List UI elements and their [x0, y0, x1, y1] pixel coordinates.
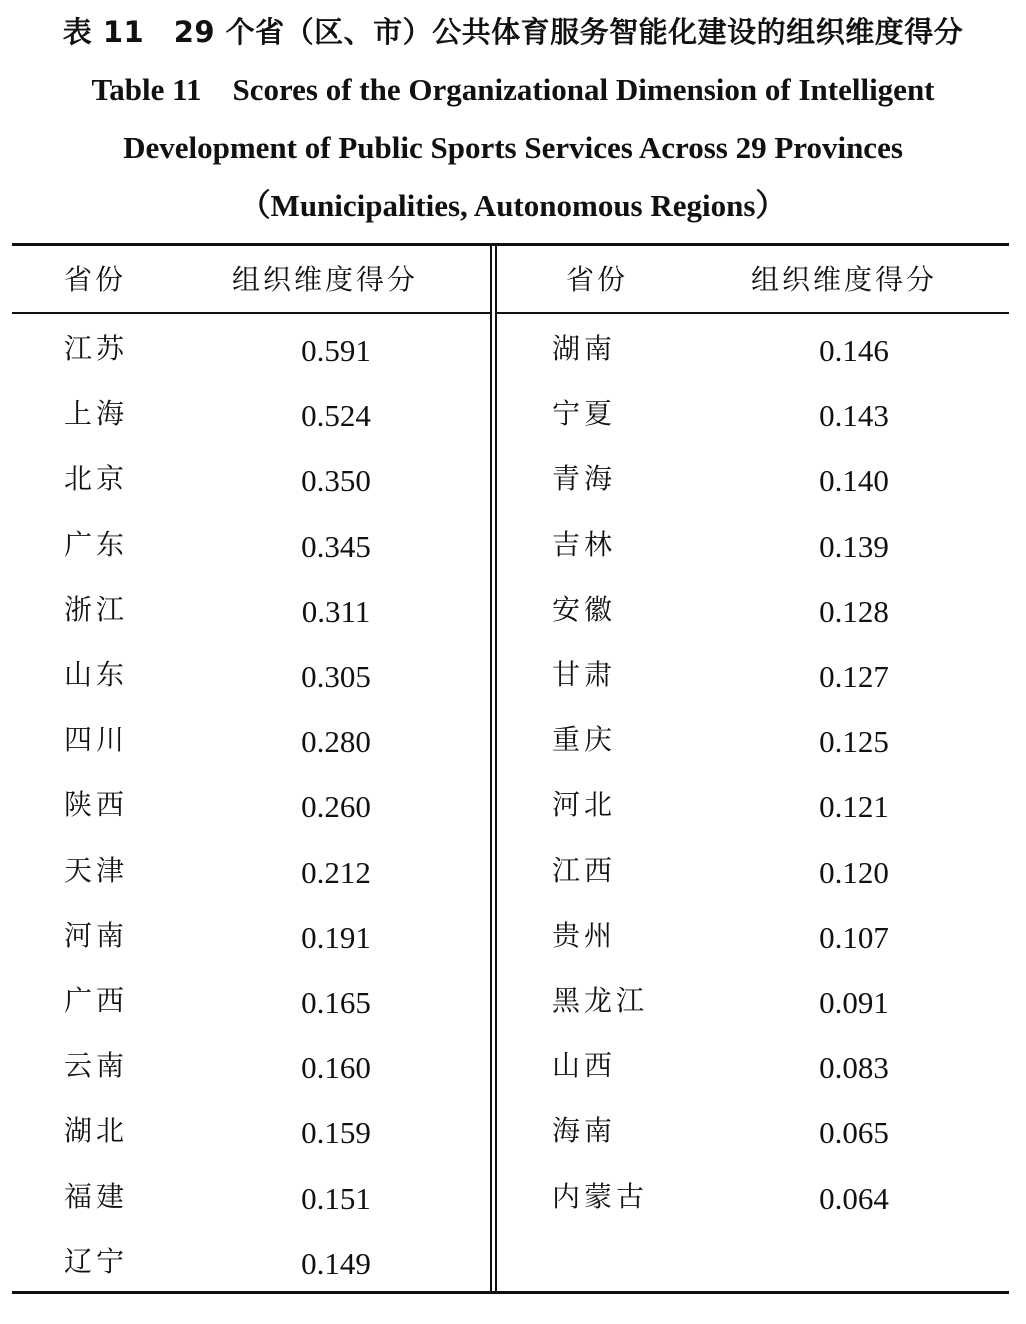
province-name: 福建 — [64, 1180, 129, 1213]
province-name: 四川 — [64, 723, 129, 756]
province-name: 河南 — [64, 919, 129, 952]
organizational-score: 0.121 — [819, 789, 889, 824]
organizational-score: 0.107 — [819, 920, 889, 955]
province-name: 黑龙江 — [552, 984, 649, 1017]
province-name: 天津 — [64, 854, 129, 887]
organizational-score: 0.311 — [301, 594, 371, 629]
header-score-right: 组织维度得分 — [751, 263, 938, 296]
column-divider-line-2 — [495, 246, 497, 1291]
province-name: 山西 — [552, 1049, 617, 1082]
organizational-score: 0.127 — [819, 659, 889, 694]
province-name: 内蒙古 — [552, 1180, 649, 1213]
organizational-score: 0.091 — [819, 985, 889, 1020]
province-name: 湖北 — [64, 1114, 129, 1147]
organizational-score: 0.280 — [301, 724, 371, 759]
organizational-score: 0.260 — [301, 789, 371, 824]
organizational-score: 0.146 — [819, 333, 889, 368]
organizational-score: 0.083 — [819, 1050, 889, 1085]
organizational-score: 0.591 — [301, 333, 371, 368]
organizational-score: 0.125 — [819, 724, 889, 759]
organizational-score: 0.305 — [301, 659, 371, 694]
organizational-score: 0.350 — [301, 463, 371, 498]
organizational-score: 0.151 — [301, 1181, 371, 1216]
table-title-english-line-3: （Municipalities, Autonomous Regions） — [239, 188, 787, 223]
header-province-right: 省份 — [566, 263, 629, 296]
province-name: 河北 — [552, 788, 617, 821]
province-name: 陕西 — [64, 788, 129, 821]
table-top-rule — [12, 243, 1009, 246]
table-title-english-line-2: Development of Public Sports Services Across 29 Provinces — [123, 130, 903, 165]
province-name: 辽宁 — [64, 1245, 129, 1278]
header-rule-right — [497, 312, 1009, 314]
province-name: 云南 — [64, 1049, 129, 1082]
province-name: 广东 — [64, 528, 129, 561]
column-divider-line-1 — [490, 246, 492, 1291]
header-score-left: 组织维度得分 — [232, 263, 419, 296]
province-name: 湖南 — [552, 332, 617, 365]
table-title-english-line-1: Table 11 Scores of the Organizational Dimension of Intelligent — [91, 72, 935, 107]
province-name: 江苏 — [64, 332, 129, 365]
organizational-score: 0.345 — [301, 529, 371, 564]
organizational-score: 0.139 — [819, 529, 889, 564]
province-name: 贵州 — [552, 919, 617, 952]
organizational-score: 0.160 — [301, 1050, 371, 1085]
organizational-score: 0.120 — [819, 855, 889, 890]
province-name: 吉林 — [552, 528, 617, 561]
province-name: 甘肃 — [552, 658, 617, 691]
organizational-score: 0.191 — [301, 920, 371, 955]
province-name: 浙江 — [64, 593, 129, 626]
province-name: 北京 — [64, 462, 129, 495]
province-name: 安徽 — [552, 593, 617, 626]
organizational-score: 0.159 — [301, 1115, 371, 1150]
table-title-chinese: 表 11 29 个省（区、市）公共体育服务智能化建设的组织维度得分 — [62, 15, 964, 49]
organizational-score: 0.165 — [301, 985, 371, 1020]
province-name: 宁夏 — [552, 397, 617, 430]
header-province-left: 省份 — [64, 263, 127, 296]
province-name: 广西 — [64, 984, 129, 1017]
header-rule-left — [12, 312, 491, 314]
province-name: 重庆 — [552, 723, 617, 756]
organizational-score: 0.212 — [301, 855, 371, 890]
organizational-score: 0.149 — [301, 1246, 371, 1281]
organizational-score: 0.143 — [819, 398, 889, 433]
province-name: 上海 — [64, 397, 129, 430]
organizational-score: 0.064 — [819, 1181, 889, 1216]
organizational-score: 0.140 — [819, 463, 889, 498]
province-name: 江西 — [552, 854, 617, 887]
province-name: 青海 — [552, 462, 617, 495]
organizational-score: 0.524 — [301, 398, 371, 433]
organizational-score: 0.128 — [819, 594, 889, 629]
province-name: 山东 — [64, 658, 129, 691]
table-bottom-rule — [12, 1291, 1009, 1294]
province-name: 海南 — [552, 1114, 617, 1147]
organizational-score: 0.065 — [819, 1115, 889, 1150]
